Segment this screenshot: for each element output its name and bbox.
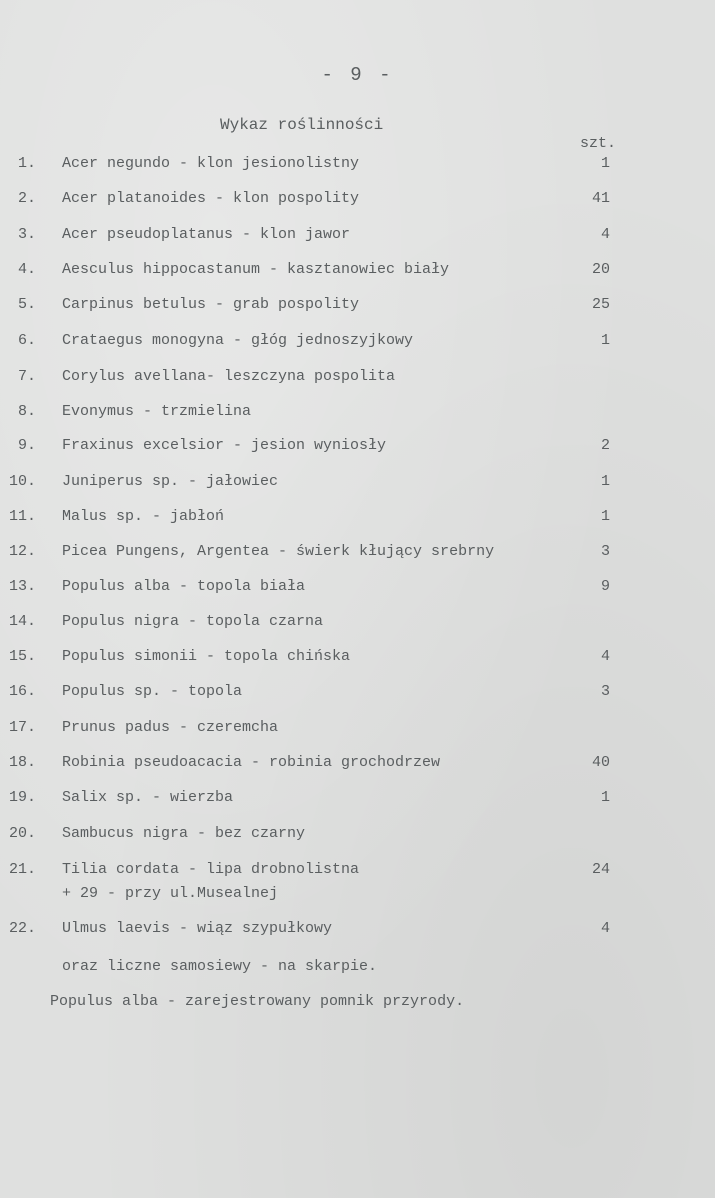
item-number: 5. [17, 296, 36, 313]
item-quantity: 4 [600, 920, 610, 937]
list-item [0, 920, 715, 942]
item-name: Populus simonii - topola chińska [62, 648, 351, 665]
page-title: Wykaz roślinności [220, 116, 384, 134]
item-name: Malus sp. - jabłoń [62, 508, 225, 525]
item-number: 7. [17, 368, 36, 385]
item-quantity: 40 [591, 754, 610, 771]
list-item [0, 825, 715, 847]
item-name: Populus alba - topola biała [62, 578, 306, 595]
item-name: Salix sp. - wierzba [62, 789, 234, 806]
list-item [0, 789, 715, 811]
list-item [0, 719, 715, 741]
list-item [0, 754, 715, 776]
item-name: Acer platanoides - klon pospolity [62, 190, 360, 207]
item-number: 19. [8, 789, 36, 806]
item-quantity: 3 [600, 543, 610, 560]
list-item [0, 332, 715, 354]
item-number: 10. [8, 473, 36, 490]
list-item [0, 648, 715, 670]
item-name: Evonymus - trzmielina [62, 403, 252, 420]
list-item [0, 368, 715, 390]
list-item [0, 543, 715, 565]
item-number: 8. [17, 403, 36, 420]
item-quantity: 1 [600, 473, 610, 490]
note-natural-monument: Populus alba - zarejestrowany pomnik przyrody. [50, 993, 465, 1010]
item-number: 18. [8, 754, 36, 771]
list-item [0, 508, 715, 530]
item-quantity: 4 [600, 648, 610, 665]
item-number: 11. [8, 508, 36, 525]
item-quantity: 4 [600, 226, 610, 243]
item-number: 21. [8, 861, 36, 878]
list-item [0, 473, 715, 495]
item-name: Prunus padus - czeremcha [62, 719, 279, 736]
item-quantity: 24 [591, 861, 610, 878]
item-quantity: 2 [600, 437, 610, 454]
list-item [0, 437, 715, 459]
list-item [0, 261, 715, 283]
item-number: 16. [8, 683, 36, 700]
list-item [0, 683, 715, 705]
item-name: Picea Pungens, Argentea - świerk kłujący srebrny [62, 543, 495, 560]
item-number: 13. [8, 578, 36, 595]
item-number: 22. [8, 920, 36, 937]
item-number: 9. [17, 437, 36, 454]
item-quantity: 25 [591, 296, 610, 313]
unit-header: szt. [580, 135, 617, 152]
page-number: - 9 - [321, 64, 394, 86]
item-quantity: 1 [600, 789, 610, 806]
item-quantity: 41 [591, 190, 610, 207]
item-name: Populus nigra - topola czarna [62, 613, 324, 630]
list-item [0, 190, 715, 212]
item-number: 6. [17, 332, 36, 349]
item-number: 14. [8, 613, 36, 630]
item-number: 15. [8, 648, 36, 665]
entry-21-sub-line: + 29 - przy ul.Musealnej [62, 885, 279, 902]
item-quantity: 1 [600, 155, 610, 172]
item-name: Juniperus sp. - jałowiec [62, 473, 279, 490]
item-number: 1. [17, 155, 36, 172]
item-name: Acer negundo - klon jesionolistny [62, 155, 360, 172]
item-name: Ulmus laevis - wiąz szypułkowy [62, 920, 333, 937]
item-name: Sambucus nigra - bez czarny [62, 825, 306, 842]
item-number: 20. [8, 825, 36, 842]
list-item [0, 578, 715, 600]
item-name: Corylus avellana- leszczyna pospolita [62, 368, 396, 385]
item-quantity: 3 [600, 683, 610, 700]
item-name: Fraxinus excelsior - jesion wyniosły [62, 437, 387, 454]
item-name: Populus sp. - topola [62, 683, 243, 700]
item-quantity: 1 [600, 508, 610, 525]
list-item [0, 403, 715, 425]
item-name: Carpinus betulus - grab pospolity [62, 296, 360, 313]
list-item [0, 861, 715, 883]
item-number: 4. [17, 261, 36, 278]
item-quantity: 9 [600, 578, 610, 595]
item-name: Tilia cordata - lipa drobnolistna [62, 861, 360, 878]
item-number: 12. [8, 543, 36, 560]
item-number: 2. [17, 190, 36, 207]
item-name: Robinia pseudoacacia - robinia grochodrzew [62, 754, 441, 771]
list-item [0, 613, 715, 635]
item-name: Aesculus hippocastanum - kasztanowiec biały [62, 261, 450, 278]
note-self-seeded: oraz liczne samosiewy - na skarpie. [62, 958, 378, 975]
item-number: 17. [8, 719, 36, 736]
list-item [0, 296, 715, 318]
item-name: Crataegus monogyna - głóg jednoszyjkowy [62, 332, 414, 349]
item-quantity: 1 [600, 332, 610, 349]
list-item [0, 226, 715, 248]
item-number: 3. [17, 226, 36, 243]
list-item [0, 155, 715, 177]
item-quantity: 20 [591, 261, 610, 278]
item-name: Acer pseudoplatanus - klon jawor [62, 226, 351, 243]
